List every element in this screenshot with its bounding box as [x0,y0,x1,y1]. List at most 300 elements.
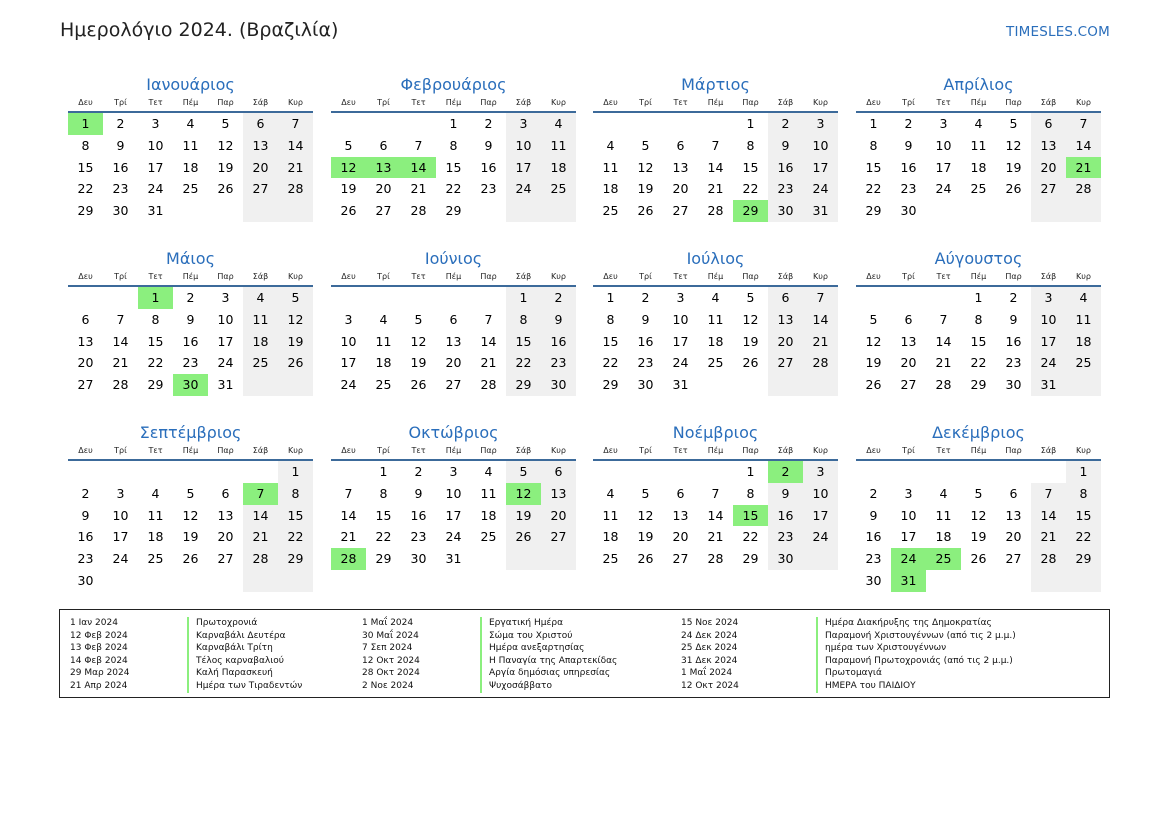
day-cell: 4 [974,116,983,131]
day-cell: 14 [340,507,357,523]
holiday-date: 12 Οκτ 2024 [681,680,739,691]
day-grid [68,287,313,396]
month-name: Οκτώβριος [408,423,499,442]
weekday-label: Δευ [866,98,881,107]
day-cell: 1 [138,287,173,309]
empty-cell [926,287,961,309]
day-cell: 28 [243,548,278,570]
weekday-label: Παρ [742,272,759,281]
weekday-label: Κυρ [1076,98,1091,107]
weekday-label: Τετ [148,446,163,455]
empty-cell [436,287,471,309]
day-cell: 26 [182,551,199,567]
day-cell: 23 [768,178,803,200]
empty-cell [926,200,961,222]
day-cell: 17 [445,507,462,523]
weekday-label: Κυρ [551,272,566,281]
day-cell: 25 [375,377,392,393]
day-cell: 15 [1066,505,1101,527]
day-cell: 13 [541,483,576,505]
empty-cell [698,374,733,396]
day-cell: 12 [637,159,654,175]
weekday-label: Κυρ [288,98,303,107]
day-cell: 15 [77,159,94,175]
weekday-label: Τρί [902,272,915,281]
day-cell: 13 [768,309,803,331]
weekday-label: Τετ [148,272,163,281]
weekday-label: Πέμ [445,446,462,455]
day-cell: 10 [935,137,952,153]
weekday-label: Πέμ [970,272,987,281]
day-cell: 31 [147,203,164,219]
day-cell: 30 [865,572,882,588]
weekday-label: Κυρ [813,98,828,107]
day-grid [856,287,1101,396]
day-cell: 6 [676,137,685,153]
day-cell: 30 [410,551,427,567]
day-cell: 3 [803,461,838,483]
weekday-label: Κυρ [813,446,828,455]
weekday-label: Παρ [742,98,759,107]
day-cell: 7 [484,311,493,327]
day-cell: 7 [939,311,948,327]
day-cell: 26 [410,377,427,393]
day-cell: 8 [278,483,313,505]
day-cell: 11 [935,507,952,523]
day-cell: 31 [217,377,234,393]
holiday-date: 14 Φεβ 2024 [70,655,128,666]
day-cell: 29 [1066,548,1101,570]
weekday-label: Παρ [1005,446,1022,455]
day-cell: 26 [865,377,882,393]
day-cell: 29 [970,377,987,393]
day-cell: 31 [1031,374,1066,396]
day-cell: 17 [217,333,234,349]
holiday-entry [70,630,390,643]
day-cell: 26 [1005,181,1022,197]
day-cell: 9 [186,311,195,327]
weekday-label: Πέμ [182,98,199,107]
empty-cell [506,548,541,570]
month-calendar [68,247,313,396]
day-cell: 1 [506,287,541,309]
empty-cell [698,461,733,483]
day-cell: 8 [746,137,755,153]
empty-cell [331,287,366,309]
day-cell: 16 [900,159,917,175]
day-cell: 5 [278,287,313,309]
day-cell: 19 [637,529,654,545]
day-cell: 21 [278,157,313,179]
empty-cell [68,287,103,309]
day-cell: 31 [672,377,689,393]
day-cell: 5 [746,290,755,305]
day-cell: 21 [480,355,497,371]
weekday-label: Παρ [742,446,759,455]
day-cell: 18 [182,159,199,175]
day-cell: 24 [1031,352,1066,374]
weekday-label: Πέμ [707,98,724,107]
empty-cell [103,287,138,309]
weekday-label: Κυρ [288,446,303,455]
weekday-label: Παρ [217,98,234,107]
day-cell: 14 [401,157,436,179]
month-calendar [856,247,1101,396]
holiday-date: 25 Δεκ 2024 [681,643,738,654]
day-cell: 26 [217,181,234,197]
holiday-date: 12 Οκτ 2024 [362,655,420,666]
day-cell: 18 [1066,331,1101,353]
day-cell: 28 [707,203,724,219]
day-cell: 13 [672,159,689,175]
month-name: Ιούνιος [424,249,483,268]
day-cell: 7 [803,287,838,309]
day-cell: 16 [541,331,576,353]
holiday-legend [59,609,1110,698]
day-cell: 13 [366,157,401,179]
day-cell: 2 [186,290,195,305]
day-cell: 9 [541,309,576,331]
day-cell: 7 [711,137,720,153]
day-cell: 31 [445,551,462,567]
holiday-name: Εργατική Ημέρα [480,617,563,630]
empty-cell [1031,570,1066,592]
empty-cell [593,113,628,135]
month-calendar [593,421,838,570]
day-cell: 12 [217,137,234,153]
day-cell: 27 [541,526,576,548]
empty-cell [698,113,733,135]
month-name: Ιούλιος [686,249,745,268]
day-cell: 22 [742,181,759,197]
day-cell: 1 [379,464,388,479]
holiday-date: 24 Δεκ 2024 [681,630,738,641]
month-calendar [331,73,576,222]
day-cell: 25 [926,548,961,570]
day-cell: 21 [243,526,278,548]
day-cell: 15 [733,505,768,527]
day-cell: 23 [480,181,497,197]
day-cell: 18 [970,159,987,175]
holiday-name: Πρωτοχρονιά [187,617,257,630]
day-cell: 6 [1009,485,1018,501]
day-cell: 11 [1066,309,1101,331]
holiday-entry [362,667,682,680]
empty-cell [243,200,278,222]
empty-cell [996,461,1031,483]
day-cell: 26 [742,355,759,371]
day-cell: 15 [970,333,987,349]
day-cell: 14 [278,135,313,157]
day-cell: 6 [449,311,458,327]
day-cell: 26 [637,551,654,567]
day-cell: 10 [900,507,917,523]
day-cell: 25 [147,551,164,567]
day-cell: 9 [904,137,913,153]
day-cell: 5 [974,485,983,501]
day-cell: 23 [541,352,576,374]
empty-cell [961,570,996,592]
month-name: Φεβρουάριος [400,75,507,94]
day-cell: 8 [606,311,615,327]
day-cell: 3 [1031,287,1066,309]
empty-cell [663,461,698,483]
weekday-label: Πέμ [182,272,199,281]
weekday-label: Τρί [902,446,915,455]
day-cell: 20 [672,529,689,545]
day-cell: 7 [344,485,353,501]
day-cell: 25 [970,181,987,197]
weekday-label: Τετ [673,446,688,455]
day-cell: 30 [173,374,208,396]
day-cell: 18 [602,529,619,545]
empty-cell [1031,461,1066,483]
day-cell: 22 [1066,526,1101,548]
day-cell: 19 [278,331,313,353]
day-cell: 3 [939,116,948,131]
day-cell: 16 [1005,333,1022,349]
day-cell: 2 [541,287,576,309]
day-cell: 27 [77,377,94,393]
day-cell: 5 [869,311,878,327]
day-cell: 7 [243,483,278,505]
day-cell: 26 [278,352,313,374]
day-cell: 3 [676,290,685,305]
day-cell: 14 [935,333,952,349]
weekday-label: Δευ [866,446,881,455]
empty-cell [926,570,961,592]
empty-cell [173,570,208,592]
weekday-header [331,97,576,113]
day-cell: 3 [116,485,125,501]
day-cell: 28 [1066,178,1101,200]
day-cell: 13 [900,333,917,349]
empty-cell [243,570,278,592]
empty-cell [996,570,1031,592]
day-cell: 23 [1005,355,1022,371]
day-cell: 19 [970,529,987,545]
day-cell: 19 [182,529,199,545]
weekday-label: Παρ [217,446,234,455]
day-cell: 28 [480,377,497,393]
day-cell: 27 [1031,178,1066,200]
day-cell: 12 [865,333,882,349]
day-cell: 13 [217,507,234,523]
empty-cell [1066,374,1101,396]
day-cell: 5 [506,461,541,483]
day-cell: 14 [112,333,129,349]
day-cell: 10 [803,135,838,157]
weekday-header [331,271,576,287]
empty-cell [961,200,996,222]
holiday-entry [681,630,1016,643]
weekday-label: Κυρ [813,272,828,281]
day-cell: 30 [768,200,803,222]
holiday-entry [70,617,390,630]
day-cell: 9 [869,507,878,523]
empty-cell [366,113,401,135]
weekday-label: Παρ [217,272,234,281]
day-cell: 15 [278,505,313,527]
holiday-date: 12 Φεβ 2024 [70,630,128,641]
day-cell: 11 [243,309,278,331]
day-cell: 12 [410,333,427,349]
weekday-label: Τρί [639,446,652,455]
day-grid [331,461,576,570]
holiday-name: Καλή Παρασκευή [187,667,273,680]
day-cell: 29 [865,203,882,219]
weekday-label: Σάβ [777,98,794,107]
day-cell: 9 [641,311,650,327]
weekday-label: Τετ [936,98,951,107]
day-cell: 21 [410,181,427,197]
day-cell: 23 [900,181,917,197]
day-cell: 4 [711,290,720,305]
holiday-name: Ημέρα ανεξαρτησίας [480,642,584,655]
weekday-label: Δευ [866,272,881,281]
day-cell: 15 [602,333,619,349]
day-cell: 2 [81,485,90,501]
day-cell: 11 [147,507,164,523]
holiday-entry [362,655,682,668]
day-cell: 5 [186,485,195,501]
weekday-label: Κυρ [1076,272,1091,281]
day-cell: 23 [768,526,803,548]
day-cell: 24 [147,181,164,197]
empty-cell [1066,570,1101,592]
month-calendar [331,247,576,396]
day-cell: 27 [672,551,689,567]
day-cell: 14 [1066,135,1101,157]
day-cell: 17 [672,333,689,349]
day-cell: 9 [768,135,803,157]
day-cell: 21 [935,355,952,371]
empty-cell [471,287,506,309]
empty-cell [803,548,838,570]
day-cell: 10 [1031,309,1066,331]
day-cell: 24 [803,526,838,548]
day-cell: 8 [379,485,388,501]
day-cell: 24 [112,551,129,567]
day-cell: 25 [602,203,619,219]
month-calendar [593,73,838,222]
empty-cell [803,374,838,396]
day-cell: 18 [480,507,497,523]
month-name: Νοέμβριος [672,423,759,442]
day-cell: 16 [768,157,803,179]
empty-cell [103,570,138,592]
day-cell: 12 [970,507,987,523]
day-cell: 27 [768,352,803,374]
month-name: Απρίλιος [943,75,1014,94]
day-cell: 26 [637,203,654,219]
day-cell: 29 [375,551,392,567]
day-cell: 1 [869,116,878,131]
day-cell: 21 [707,529,724,545]
month-calendar [856,421,1101,592]
day-cell: 23 [865,551,882,567]
day-cell: 4 [541,113,576,135]
weekday-label: Σάβ [1040,98,1057,107]
month-name: Αύγουστος [934,249,1023,268]
empty-cell [541,548,576,570]
weekday-label: Τρί [377,446,390,455]
day-cell: 27 [243,178,278,200]
day-cell: 8 [1066,483,1101,505]
day-cell: 15 [375,507,392,523]
day-cell: 4 [186,116,195,131]
day-cell: 10 [112,507,129,523]
weekday-label: Σάβ [515,98,532,107]
day-cell: 4 [606,137,615,153]
site-link[interactable]: TIMESLES.COM [1006,24,1110,40]
weekday-header [593,445,838,461]
empty-cell [278,200,313,222]
weekday-label: Δευ [78,98,93,107]
day-cell: 24 [672,355,689,371]
weekday-label: Κυρ [551,446,566,455]
day-cell: 12 [331,157,366,179]
holiday-date: 1 Ιαν 2024 [70,618,118,628]
holiday-name: Καρναβάλι Δευτέρα [187,630,286,643]
month-calendar [331,421,576,570]
weekday-label: Δευ [78,272,93,281]
holiday-entry [362,642,682,655]
weekday-label: Παρ [480,272,497,281]
day-cell: 17 [935,159,952,175]
holiday-date: 21 Απρ 2024 [70,680,128,691]
holiday-date: 29 Μαρ 2024 [70,668,130,679]
day-cell: 6 [904,311,913,327]
day-cell: 11 [182,137,199,153]
day-cell: 6 [1031,113,1066,135]
day-cell: 30 [112,203,129,219]
day-cell: 19 [637,181,654,197]
day-cell: 11 [970,137,987,153]
day-cell: 30 [637,377,654,393]
holiday-name: Παραμονή Χριστουγέννων (από τις 2 μ.μ.) [816,630,1016,643]
holiday-name: Σώμα του Χριστού [480,630,573,643]
day-cell: 19 [217,159,234,175]
day-cell: 21 [112,355,129,371]
weekday-label: Πέμ [707,446,724,455]
day-cell: 15 [445,159,462,175]
holiday-entry [681,642,1001,655]
day-cell: 2 [904,116,913,131]
day-grid [593,287,838,396]
day-cell: 24 [506,178,541,200]
day-cell: 12 [506,483,541,505]
weekday-label: Παρ [1005,98,1022,107]
day-cell: 30 [1005,377,1022,393]
day-cell: 29 [147,377,164,393]
empty-cell [1066,200,1101,222]
day-cell: 21 [1031,526,1066,548]
day-cell: 9 [484,137,493,153]
day-cell: 7 [116,311,125,327]
day-cell: 12 [637,507,654,523]
empty-cell [506,200,541,222]
day-cell: 20 [1031,157,1066,179]
day-cell: 2 [414,464,423,479]
day-cell: 20 [375,181,392,197]
empty-cell [278,374,313,396]
day-cell: 17 [147,159,164,175]
day-cell: 8 [151,311,160,327]
page-title: Ημερολόγιο 2024. (Βραζιλία) [60,19,339,41]
day-cell: 13 [243,135,278,157]
day-cell: 24 [340,377,357,393]
